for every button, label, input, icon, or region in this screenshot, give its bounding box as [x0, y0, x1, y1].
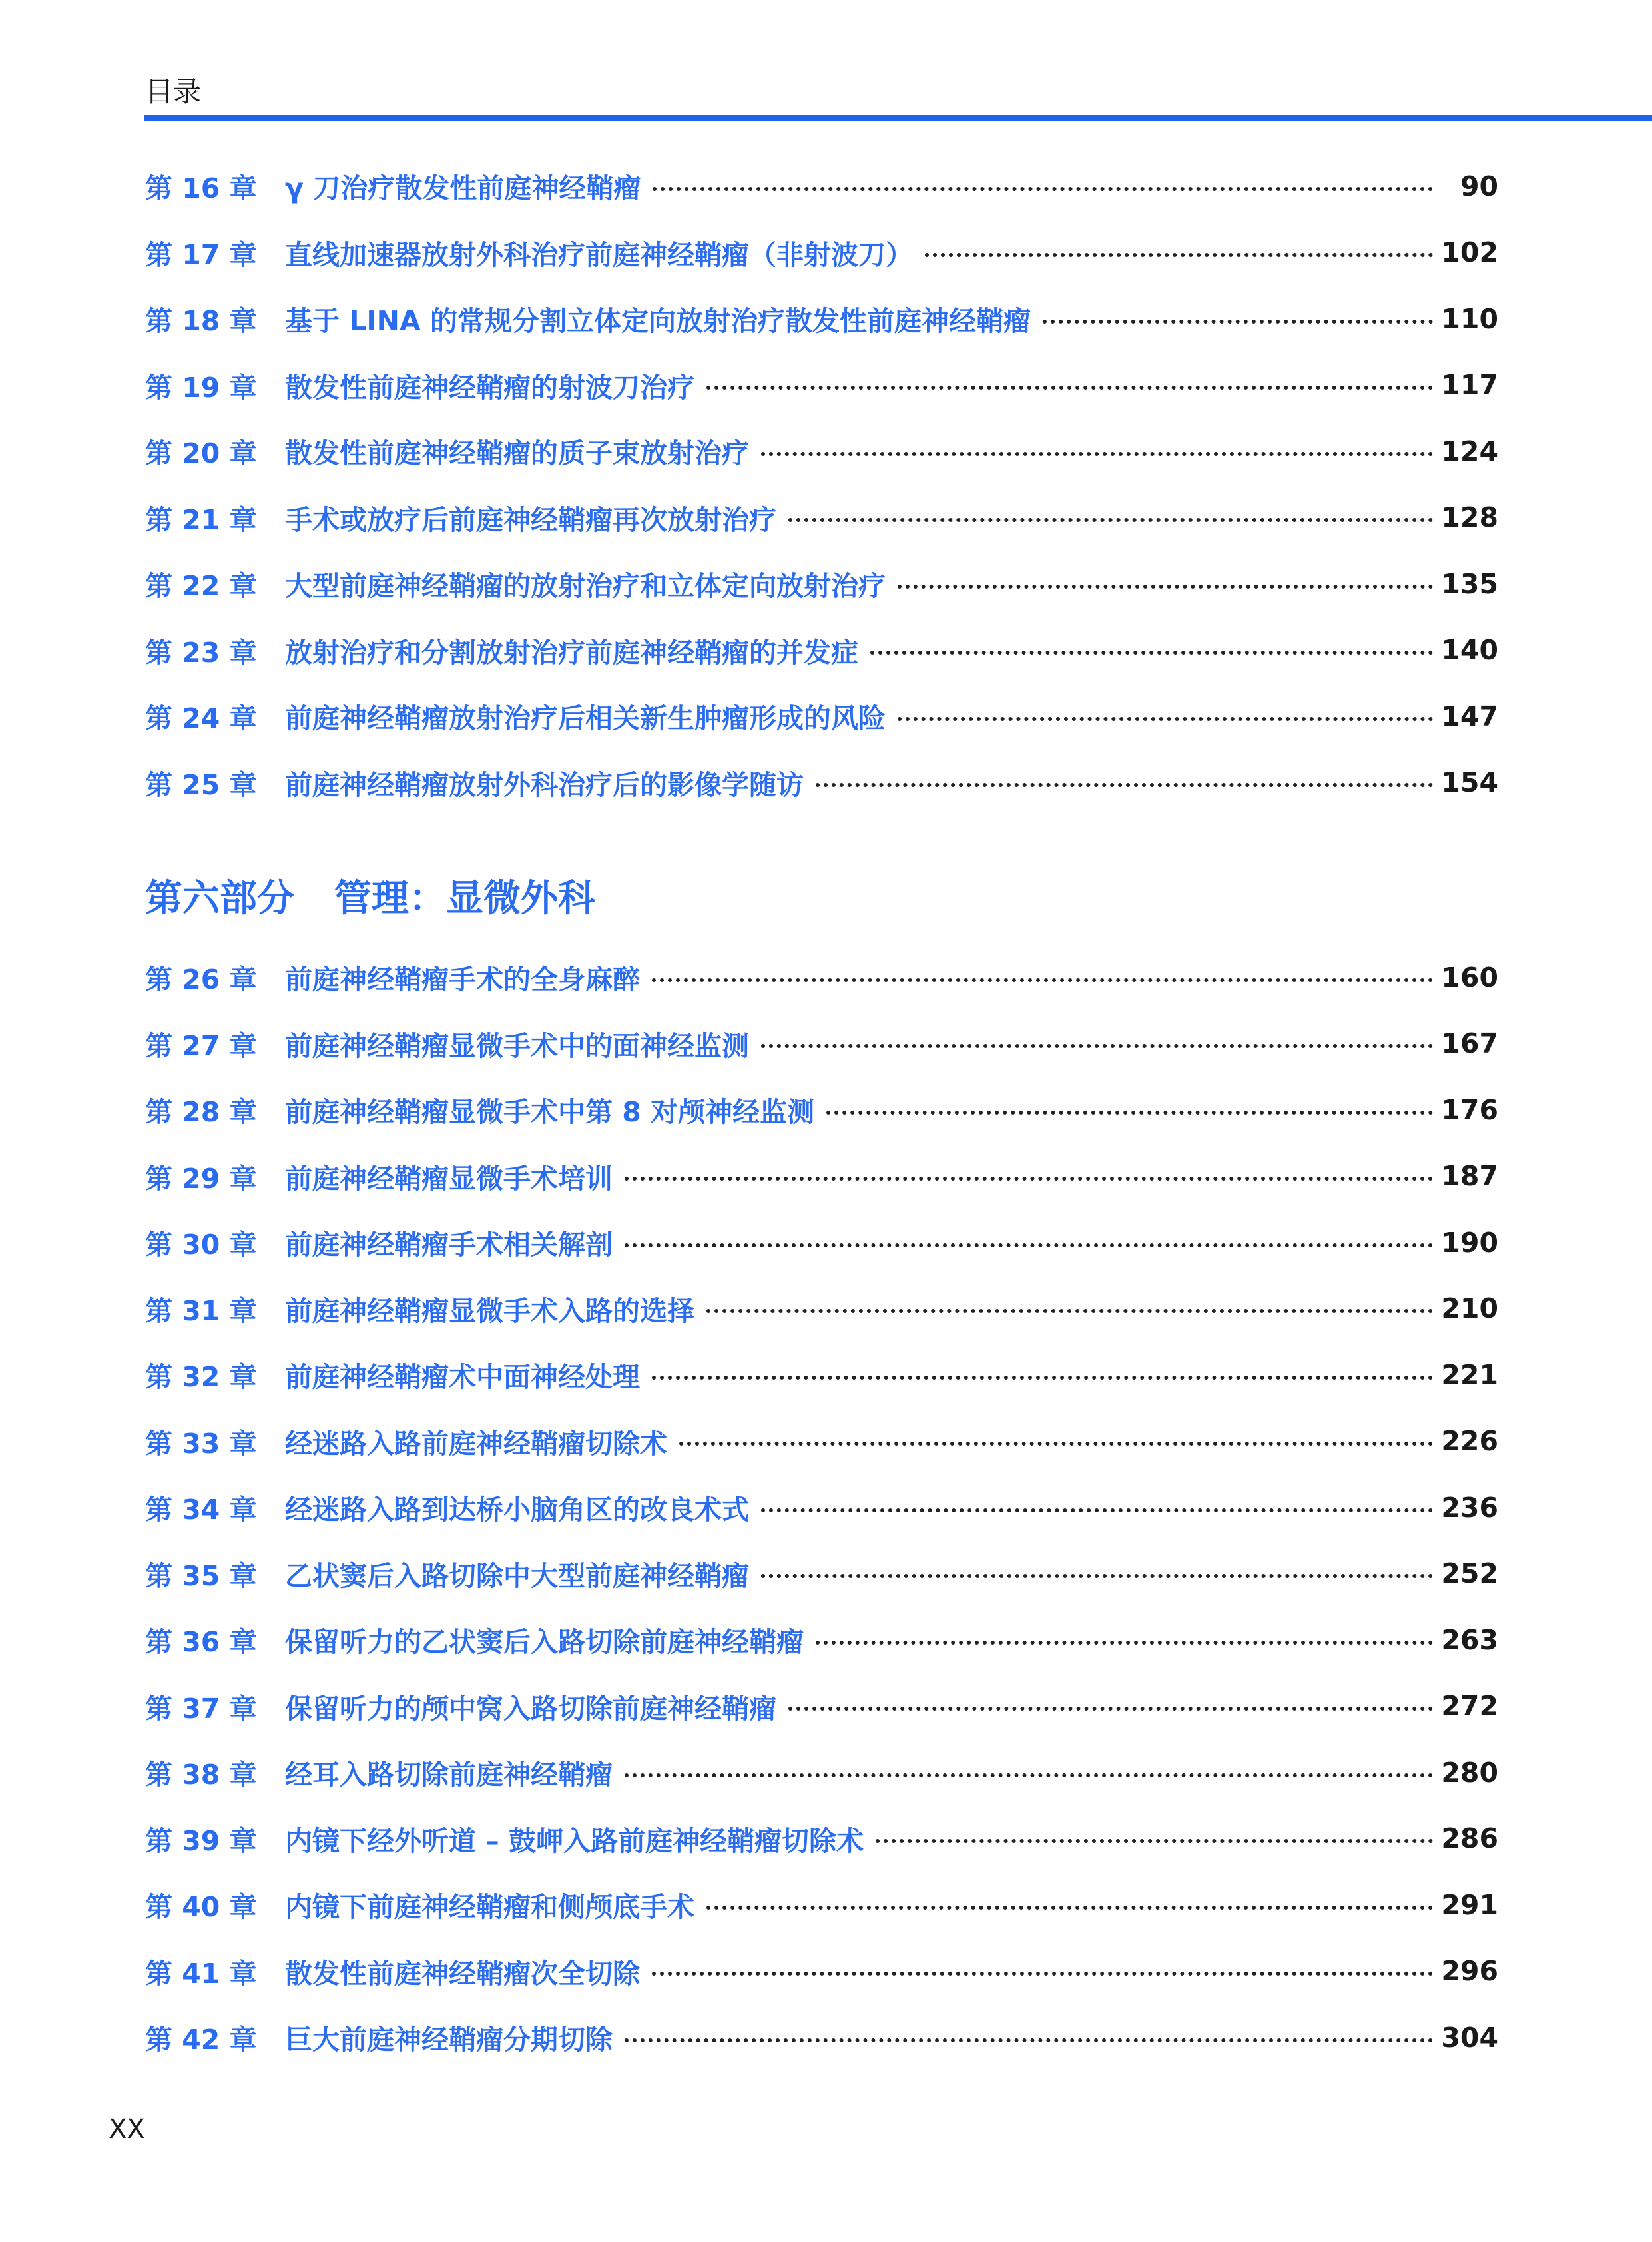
toc-entry[interactable] — [145, 617, 1498, 684]
dot-leader — [625, 2038, 1433, 2042]
dot-leader — [706, 1309, 1433, 1313]
dot-leader — [625, 1773, 1433, 1777]
chapter-title: 散发性前庭神经鞘瘤的射波刀治疗 — [285, 371, 694, 404]
chapter-number: 第 18 章 — [145, 305, 257, 338]
chapter-number: 第 16 章 — [145, 172, 257, 205]
dot-leader — [761, 1044, 1433, 1048]
dot-leader — [652, 978, 1433, 982]
chapter-number: 第 32 章 — [145, 1361, 257, 1394]
toc-entry[interactable] — [145, 1143, 1498, 1210]
dot-leader — [706, 1906, 1433, 1910]
chapter-title: 散发性前庭神经鞘瘤次全切除 — [285, 1957, 640, 1990]
dot-leader — [876, 1839, 1433, 1843]
chapter-number: 第 24 章 — [145, 702, 257, 735]
header-rule — [144, 115, 1652, 121]
chapter-title: 内镜下前庭神经鞘瘤和侧颅底手术 — [285, 1891, 694, 1924]
page-number: 124 — [1441, 435, 1498, 467]
toc-entry[interactable] — [145, 944, 1498, 1011]
chapter-number: 第 20 章 — [145, 437, 257, 470]
chapter-title: 保留听力的颅中窝入路切除前庭神经鞘瘤 — [285, 1692, 776, 1725]
chapter-number: 第 37 章 — [145, 1692, 257, 1725]
toc-entry[interactable] — [145, 1474, 1498, 1541]
chapter-number: 第 17 章 — [145, 238, 257, 271]
page-number: 147 — [1441, 700, 1498, 732]
chapter-title: 前庭神经鞘瘤手术相关解剖 — [285, 1229, 613, 1261]
chapter-number: 第 25 章 — [145, 768, 257, 801]
chapter-number: 第 19 章 — [145, 371, 257, 404]
page-number: 135 — [1441, 567, 1498, 600]
chapter-number: 第 42 章 — [145, 2024, 257, 2056]
chapter-title: 大型前庭神经鞘瘤的放射治疗和立体定向放射治疗 — [285, 570, 886, 603]
page-number: 187 — [1441, 1160, 1498, 1193]
toc-list-part-five — [145, 153, 1498, 816]
dot-leader — [653, 187, 1433, 191]
toc-entry[interactable] — [145, 1607, 1498, 1673]
chapter-title: 基于 LINA 的常规分割立体定向放射治疗散发性前庭神经鞘瘤 — [285, 305, 1031, 338]
chapter-title: 内镜下经外听道 – 鼓岬入路前庭神经鞘瘤切除术 — [285, 1824, 864, 1857]
page-number: 117 — [1441, 369, 1498, 402]
dot-leader — [625, 1177, 1433, 1181]
page-number: 90 — [1460, 170, 1498, 202]
chapter-number: 第 28 章 — [145, 1096, 257, 1129]
section-heading — [145, 872, 595, 926]
toc-entry[interactable] — [145, 1541, 1498, 1607]
dot-leader — [761, 1508, 1433, 1512]
dot-leader — [826, 1111, 1433, 1115]
chapter-number: 第 35 章 — [145, 1559, 257, 1592]
chapter-number: 第 36 章 — [145, 1626, 257, 1659]
toc-entry[interactable] — [145, 1673, 1498, 1740]
page-number: 110 — [1441, 302, 1498, 335]
chapter-title: γ 刀治疗散发性前庭神经鞘瘤 — [285, 172, 641, 205]
dot-leader — [625, 1243, 1433, 1247]
toc-entry[interactable] — [145, 1872, 1498, 1938]
page-number: 167 — [1441, 1027, 1498, 1060]
chapter-title: 经迷路入路到达桥小脑角区的改良术式 — [285, 1494, 749, 1526]
chapter-number: 第 41 章 — [145, 1957, 257, 1990]
page-number: 210 — [1441, 1292, 1498, 1325]
dot-leader — [816, 783, 1433, 787]
toc-entry[interactable] — [145, 683, 1498, 750]
chapter-number: 第 23 章 — [145, 636, 257, 669]
chapter-number: 第 40 章 — [145, 1891, 257, 1924]
toc-entry[interactable] — [145, 1276, 1498, 1342]
chapter-title: 手术或放疗后前庭神经鞘瘤再次放射治疗 — [285, 503, 776, 536]
chapter-title: 经耳入路切除前庭神经鞘瘤 — [285, 1759, 613, 1791]
toc-entry[interactable] — [145, 1011, 1498, 1077]
chapter-title: 保留听力的乙状窦后入路切除前庭神经鞘瘤 — [285, 1626, 804, 1659]
footer-page-number: XX — [109, 2114, 145, 2145]
chapter-title: 经迷路入路前庭神经鞘瘤切除术 — [285, 1427, 667, 1460]
toc-entry[interactable] — [145, 1342, 1498, 1408]
chapter-number: 第 22 章 — [145, 570, 257, 603]
chapter-number: 第 38 章 — [145, 1759, 257, 1791]
chapter-title: 前庭神经鞘瘤显微手术培训 — [285, 1162, 613, 1195]
chapter-number: 第 21 章 — [145, 503, 257, 536]
page-number: 304 — [1441, 2021, 1498, 2054]
page-number: 296 — [1441, 1955, 1498, 1988]
page-number: 176 — [1441, 1093, 1498, 1126]
header-title: 目录 — [145, 75, 202, 108]
dot-leader — [652, 1972, 1433, 1976]
page-number: 221 — [1441, 1358, 1498, 1391]
dot-leader — [652, 1376, 1433, 1380]
dot-leader — [679, 1442, 1433, 1446]
page-number: 140 — [1441, 634, 1498, 667]
chapter-number: 第 27 章 — [145, 1029, 257, 1062]
chapter-number: 第 29 章 — [145, 1162, 257, 1195]
chapter-number: 第 39 章 — [145, 1824, 257, 1857]
dot-leader — [816, 1641, 1433, 1645]
section-title: 管理：显微外科 — [334, 877, 595, 920]
dot-leader — [898, 585, 1433, 589]
dot-leader — [761, 1574, 1433, 1578]
toc-entry[interactable] — [145, 1209, 1498, 1276]
chapter-number: 第 26 章 — [145, 964, 257, 996]
page-number: 160 — [1441, 961, 1498, 993]
page-number: 154 — [1441, 766, 1498, 799]
chapter-title: 前庭神经鞘瘤放射治疗后相关新生肿瘤形成的风险 — [285, 702, 886, 735]
page-number: 102 — [1441, 236, 1498, 269]
chapter-title: 直线加速器放射外科治疗前庭神经鞘瘤（非射波刀） — [285, 238, 913, 271]
dot-leader — [761, 452, 1433, 456]
dot-leader — [788, 518, 1433, 522]
page-number: 263 — [1441, 1623, 1498, 1656]
toc-entry[interactable] — [145, 551, 1498, 617]
toc-entry[interactable] — [145, 485, 1498, 551]
chapter-number: 第 31 章 — [145, 1294, 257, 1327]
page-number: 286 — [1441, 1822, 1498, 1855]
chapter-title: 放射治疗和分割放射治疗前庭神经鞘瘤的并发症 — [285, 636, 858, 669]
section-label: 第六部分 — [145, 877, 294, 920]
page-number: 252 — [1441, 1557, 1498, 1590]
toc-entry[interactable] — [145, 220, 1498, 286]
toc-entry[interactable] — [145, 153, 1498, 220]
chapter-title: 前庭神经鞘瘤术中面神经处理 — [285, 1361, 640, 1394]
page-number: 226 — [1441, 1425, 1498, 1458]
toc-list-part-six — [145, 944, 1498, 2071]
toc-entry[interactable] — [145, 2004, 1498, 2071]
toc-entry[interactable] — [145, 1938, 1498, 2005]
page-number: 128 — [1441, 501, 1498, 534]
chapter-title: 乙状窦后入路切除中大型前庭神经鞘瘤 — [285, 1559, 749, 1592]
chapter-title: 前庭神经鞘瘤显微手术中第 8 对颅神经监测 — [285, 1096, 815, 1129]
page-number: 236 — [1441, 1491, 1498, 1524]
toc-entry[interactable] — [145, 1806, 1498, 1872]
toc-entry[interactable] — [145, 750, 1498, 816]
chapter-title: 散发性前庭神经鞘瘤的质子束放射治疗 — [285, 437, 749, 470]
chapter-title: 前庭神经鞘瘤显微手术中的面神经监测 — [285, 1029, 749, 1062]
toc-entry[interactable] — [145, 352, 1498, 419]
dot-leader — [788, 1707, 1433, 1711]
toc-entry[interactable] — [145, 286, 1498, 352]
chapter-title: 巨大前庭神经鞘瘤分期切除 — [285, 2024, 613, 2056]
toc-entry[interactable] — [145, 1077, 1498, 1143]
chapter-title: 前庭神经鞘瘤手术的全身麻醉 — [285, 964, 640, 996]
page-number: 272 — [1441, 1690, 1498, 1723]
chapter-number: 第 30 章 — [145, 1229, 257, 1261]
dot-leader — [870, 651, 1433, 655]
dot-leader — [898, 717, 1433, 721]
toc-entry[interactable] — [145, 418, 1498, 485]
chapter-number: 第 33 章 — [145, 1427, 257, 1460]
toc-entry[interactable] — [145, 1408, 1498, 1475]
toc-entry[interactable] — [145, 1739, 1498, 1806]
chapter-title: 前庭神经鞘瘤放射外科治疗后的影像学随访 — [285, 768, 804, 801]
page-number: 291 — [1441, 1888, 1498, 1921]
page-number: 280 — [1441, 1756, 1498, 1789]
dot-leader — [706, 386, 1433, 390]
chapter-number: 第 34 章 — [145, 1494, 257, 1526]
dot-leader — [925, 253, 1433, 257]
page-number: 190 — [1441, 1226, 1498, 1259]
dot-leader — [1043, 320, 1433, 324]
chapter-title: 前庭神经鞘瘤显微手术入路的选择 — [285, 1294, 694, 1327]
